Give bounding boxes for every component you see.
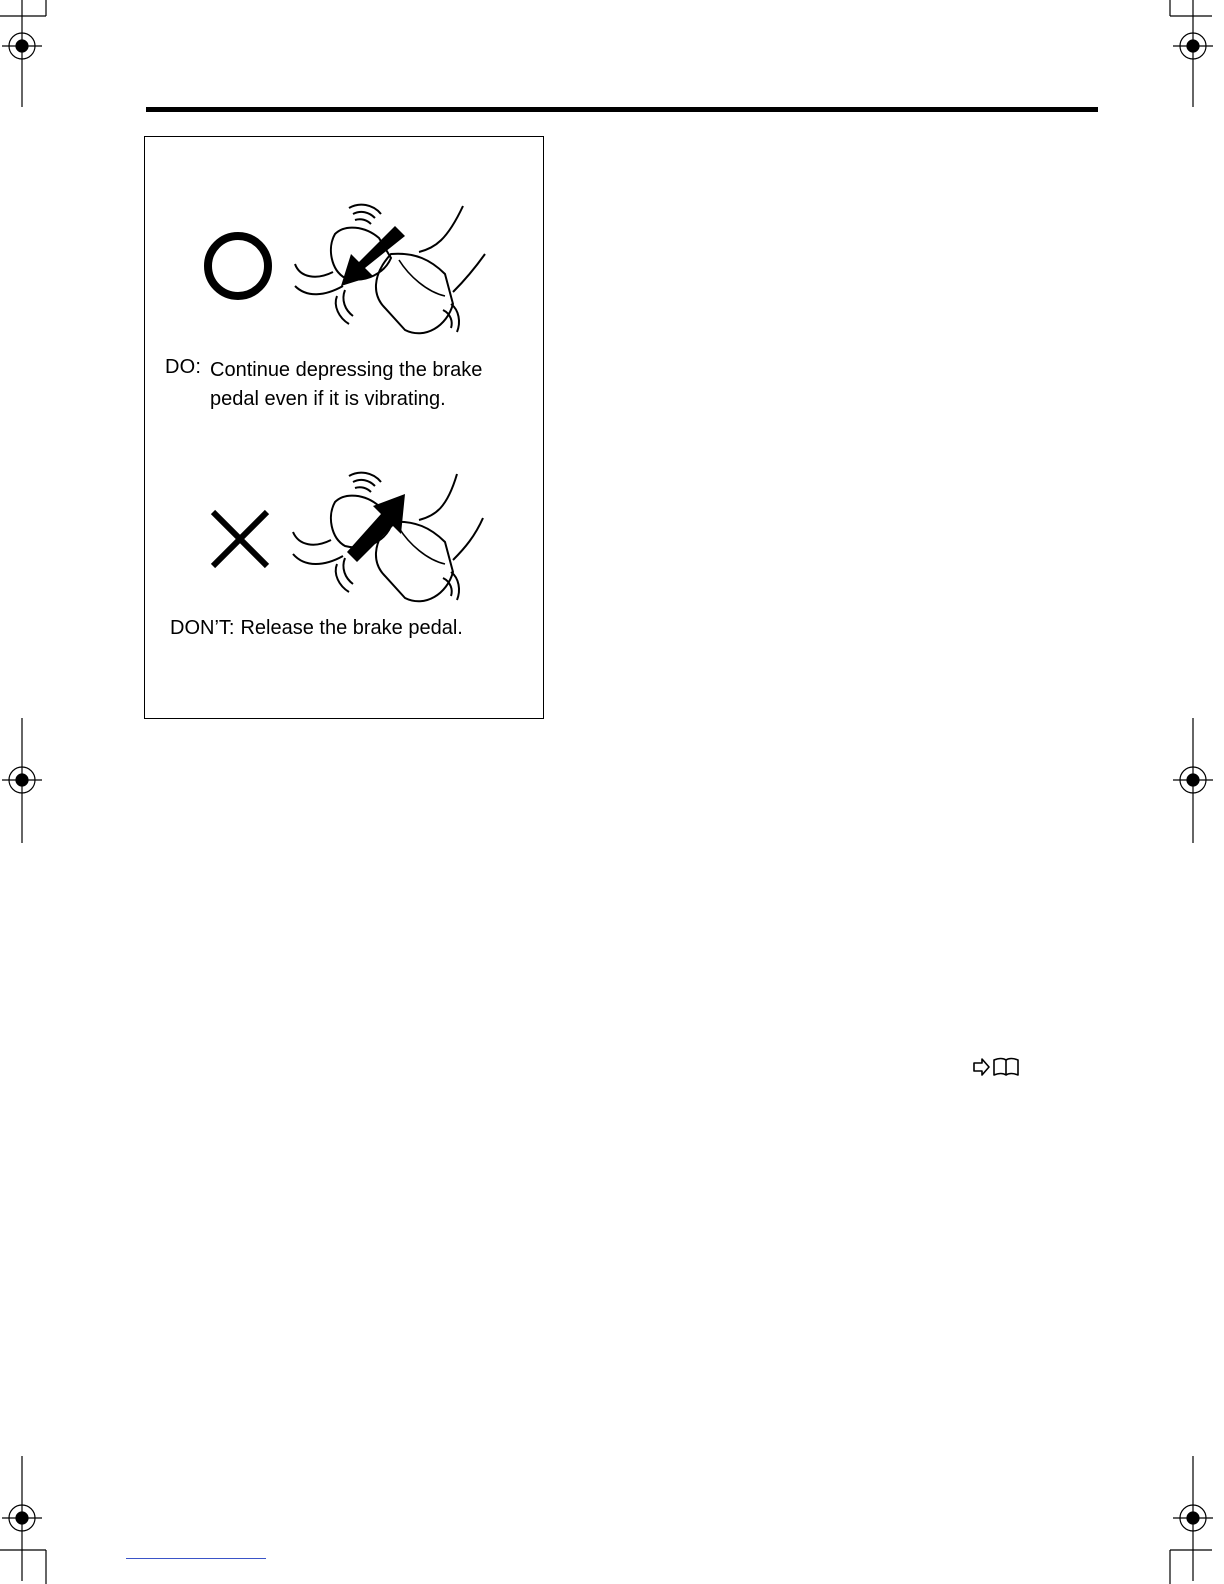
registration-mark-bottom-right-icon xyxy=(1172,1456,1222,1582)
registration-mark-top-right-icon xyxy=(1172,0,1222,110)
dont-illustration xyxy=(195,468,495,618)
do-illustration xyxy=(195,200,495,350)
do-instruction xyxy=(210,356,540,414)
header-rule xyxy=(146,107,1098,112)
dont-label: DON’T: xyxy=(170,617,235,639)
link-underline xyxy=(126,1558,266,1559)
registration-mark-bottom-left-icon xyxy=(0,1456,50,1582)
do-instruction-line-1: Continue depressing the brake xyxy=(210,359,483,381)
arrow-book-reference-icon[interactable] xyxy=(972,1056,1022,1078)
cross-x-icon xyxy=(213,512,267,566)
do-label: DO: xyxy=(165,356,202,378)
circle-o-icon xyxy=(208,236,268,296)
registration-mark-top-left-icon xyxy=(0,0,50,110)
registration-mark-middle-left-icon xyxy=(0,718,50,844)
dont-instruction-text: Release the brake pedal. xyxy=(240,617,463,639)
dont-instruction xyxy=(170,617,463,640)
registration-mark-middle-right-icon xyxy=(1172,718,1222,844)
do-instruction-line-2: pedal even if it is vibrating. xyxy=(210,388,446,410)
